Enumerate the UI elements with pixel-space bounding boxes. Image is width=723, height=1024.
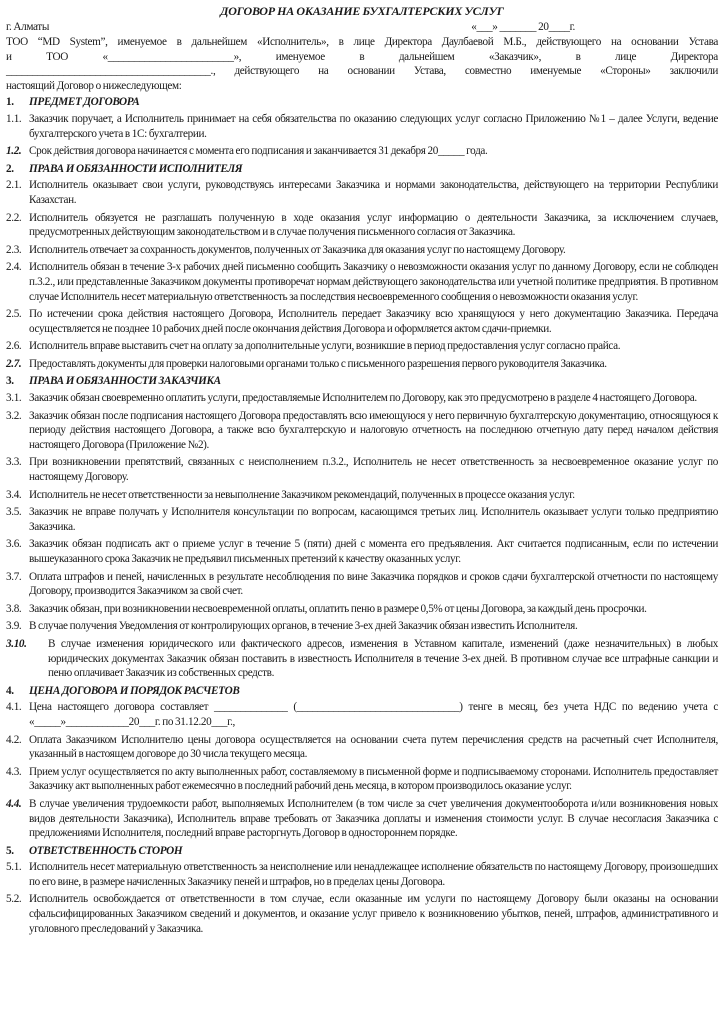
clause-text: Цена настоящего договора составляет ______________ (_______________________________) тенге в месяц, без учета НДС по ведению учета с «_____»____________20___г. по 31.12.20___г., <box>29 701 718 728</box>
intro-word: ТОО <box>46 50 68 63</box>
intro-word: «Заказчик», <box>488 50 542 63</box>
clause-number: 4.4. <box>6 797 22 810</box>
clause-number: 3.9. <box>6 620 22 633</box>
section-heading <box>6 844 718 859</box>
clause-text: Исполнитель оказывает свои услуги, руководствуясь интересами Заказчика и нормами законодательства, действующего на территории Республики Казахстан. <box>29 179 718 206</box>
section-title: ЦЕНА ДОГОВОРА И ПОРЯДОК РАСЧЕТОВ <box>29 684 240 697</box>
clause-item <box>6 488 718 503</box>
clause-text: В случае изменения юридического или фактического адресов, изменения в Уставном капитале, изменений (даже незначительных) в любых юридических документах Заказчик обязан поставить в известность Исполнителя в течение 3-ех дней. В противном случае все штрафные санкции и пеню оплачивает Заказчик из собственных средств. <box>48 637 718 680</box>
clause-item <box>6 765 718 794</box>
clause-item <box>6 637 718 681</box>
clause-number: 3.5. <box>6 506 22 519</box>
clause-item <box>6 537 718 566</box>
intro-paragraph <box>6 35 718 93</box>
clause-text: При возникновении препятствий, связанных с неисполнением п.3.2., Исполнитель не несет ответственность за несвоевременное оказание услуг по настоящему Договору. <box>29 456 718 484</box>
clause-item <box>6 455 718 484</box>
intro-line-1: ТОО “MD System”, именуемое в дальнейшем «Исполнитель», в лице Директора Даулбаевой М.Б., действующего на основании Устава <box>6 36 718 48</box>
clause-number: 3.1. <box>6 392 22 405</box>
clause-text: Исполнитель освобождается от ответственности в том случае, если оказанные им услуги по настоящему Договору были оказаны на основании сфальсифицированных Заказчиком сведений и документов, и оказание услуг привело к возникновению убытков, пеней, штрафов, административного и уголовного преследований у Заказчика. <box>29 893 718 935</box>
clause-number: 2.5. <box>6 308 22 321</box>
section-number: 4. <box>6 684 14 697</box>
city: г. Алматы <box>6 21 50 33</box>
clause-number: 2.4. <box>6 261 22 274</box>
section-title: ПРАВА И ОБЯЗАННОСТИ ЗАКАЗЧИКА <box>29 375 221 388</box>
clause-item <box>6 391 718 406</box>
clause-text: Заказчик поручает, а Исполнитель принимает на себя обязательства по оказанию следующих услуг согласно Приложению №1 – далее Услуги, ведение бухгалтерского учета в 1С: бухгалтерии. <box>29 112 718 140</box>
clause-number: 2.6. <box>6 340 22 353</box>
clause-item <box>6 260 718 304</box>
clause-item <box>6 339 718 354</box>
clause-number: 5.2. <box>6 893 22 906</box>
clause-number: 2.1. <box>6 179 22 192</box>
clause-number: 4.2. <box>6 733 22 746</box>
intro-word: дальнейшем <box>398 50 455 63</box>
clause-number: 3.10. <box>6 637 27 650</box>
clause-item <box>6 733 718 762</box>
clause-text: Срок действия договора начинается с момента его подписания и заканчивается 31 декабря 20_____ года. <box>29 145 488 158</box>
clause-number: 3.2. <box>6 409 22 422</box>
intro-word: «________________________», <box>102 50 242 63</box>
intro-word: именуемое <box>275 50 325 63</box>
clause-number: 2.2. <box>6 211 22 224</box>
clause-number: 1.1. <box>6 112 22 125</box>
clause-item <box>6 357 718 372</box>
clause-number: 3.4. <box>6 488 22 501</box>
clause-text: Исполнитель несет материальную ответственность за неисполнение или ненадлежащее исполнение обязательств по настоящему Договору, произошедших по его вине, в размере начисленных Заказчику пеней и штрафов, но в пределах цены Договора. <box>29 861 718 888</box>
clause-text: По истечении срока действия настоящего Договора, Исполнитель передает Заказчику всю хранящуюся у него документацию Заказчика. Передача осуществляется не позднее 10 рабочих дней после окончания действия Договора и оформляется актом сдачи-приемки. <box>29 308 718 335</box>
document-title: ДОГОВОР НА ОКАЗАНИЕ БУХГАЛТЕРСКИХ УСЛУГ <box>220 4 504 18</box>
clause-text: Прием услуг осуществляется по акту выполненных работ, составляемому в письменной форме и подписываемому сторонами. Исполнитель предоставляет Заказчику акт выполненных работ ежемесячно в последний рабочий день месяца, в котором производилось оказание услуг. <box>29 765 718 793</box>
section-heading <box>6 162 718 177</box>
section-number: 2. <box>6 162 14 175</box>
clause-item <box>6 178 718 207</box>
intro-line-2 <box>6 50 718 65</box>
clause-number: 4.1. <box>6 701 22 714</box>
section-number: 1. <box>6 96 14 109</box>
clause-text: Оплата Заказчиком Исполнителю цены договора осуществляется на основании счета путем перечисления средств на расчетный счет Исполнителя, указанный в настоящем договоре до 30 числа текущего месяца. <box>29 733 718 761</box>
section-heading <box>6 684 718 699</box>
clause-text: Исполнитель отвечает за сохранность документов, полученных от Заказчика для оказания услуг по настоящему Договору. <box>29 243 566 256</box>
clause-text: Заказчик не вправе получать у Исполнителя консультации по вопросам, касающимся третьих лиц. Исполнитель оказывает услуги только предприятию Заказчика. <box>29 506 718 533</box>
clause-item <box>6 112 718 141</box>
clause-text: Заказчик обязан после подписания настоящего Договора предоставлять всю имеющуюся у него первичную бухгалтерскую документацию, относящуюся к периоду действия настоящего Договора, а также всю бухгалтерскую и налоговую отчетность на последнюю отчетную дату перед началом действия настоящего Договора (Приложение №2). <box>29 409 718 451</box>
clause-text: Исполнитель вправе выставить счет на оплату за дополнительные услуги, возникшие в период предоставления услуг согласно прайса. <box>29 340 621 353</box>
section-heading <box>6 95 718 110</box>
section-heading <box>6 374 718 389</box>
clause-item <box>6 619 718 634</box>
section-title: ПРАВА И ОБЯЗАННОСТИ ИСПОЛНИТЕЛЯ <box>29 162 243 175</box>
clause-number: 3.7. <box>6 570 22 583</box>
clause-item <box>6 602 718 617</box>
section-title: ОТВЕТСТВЕННОСТЬ СТОРОН <box>29 844 183 857</box>
clause-item <box>6 409 718 453</box>
clause-text: Исполнитель обязан в течение 3-х рабочих дней письменно сообщить Заказчику о невозможности оказания услуг по данному Договору, если не соблюден п.3.2., или представленные Заказчиком документы противоречат нормам действующего законодательства или учетной политике предприятия. В противном случае Исполнитель несет материальную ответственность за последствия несвоевременного сообщения о невозможности оказания услуг. <box>29 261 718 303</box>
clause-item <box>6 892 718 936</box>
clause-item <box>6 505 718 534</box>
intro-line-4: настоящий Договор о нижеследующем: <box>6 79 182 92</box>
clause-text: Заказчик обязан, при возникновении несвоевременной оплаты, оплатить пеню в размере 0,5% от цены Договора, за каждый день просрочки. <box>29 602 647 615</box>
clause-number: 1.2. <box>6 145 22 158</box>
clause-text: В случае получения Уведомления от контролирующих органов, в течение 3-ех дней Заказчик обязан известить Исполнителя. <box>29 620 578 633</box>
clause-text: Заказчик обязан своевременно оплатить услуги, предоставляемые Исполнителем по Договору, как это предусмотрено в разделе 4 настоящего Договора. <box>29 392 697 405</box>
clause-item <box>6 211 718 240</box>
clause-number: 4.3. <box>6 765 22 778</box>
clause-item <box>6 243 718 258</box>
intro-word: в <box>359 50 365 63</box>
section-number: 5. <box>6 844 14 857</box>
clause-text: Исполнитель не несет ответственности за невыполнение Заказчиком рекомендаций, полученных в процессе оказания услуг. <box>29 488 575 501</box>
intro-word: в <box>575 50 581 63</box>
sections-container <box>6 95 718 936</box>
clause-item <box>6 307 718 336</box>
clause-number: 5.1. <box>6 861 22 874</box>
clause-item <box>6 144 718 159</box>
section-title: ПРЕДМЕТ ДОГОВОРА <box>29 96 140 109</box>
city-date-row <box>6 20 718 35</box>
clause-number: 2.3. <box>6 243 22 256</box>
clause-text: В случае увеличения трудоемкости работ, выполняемых Исполнителем (в том числе за счет увеличения документооборота и/или возникновения новых видов деятельности Заказчика), Исполнитель вправе требовать от Заказчика доплаты и изменения стоимости услуг. В случае несогласия Заказчика с предложениями Исполнителя, последний вправе расторгнуть Договор в одностороннем порядке. <box>29 797 718 840</box>
clause-text: Исполнитель обязуется не разглашать полученную в ходе оказания услуг информацию о деятельности Заказчика, за исключением случаев, предусмотренных действующим законодательством и в случае получения письменного согласия от Заказчика. <box>29 211 718 239</box>
clause-item <box>6 797 718 841</box>
intro-line-3: _______________________________________., действующего на основании Устава, совместно именуемые «Стороны» заключили <box>6 65 718 78</box>
clause-text: Предоставлять документы для проверки налоговыми органами только с письменного разрешения первого руководителя Заказчика. <box>29 357 607 370</box>
clause-number: 3.6. <box>6 538 22 551</box>
section-number: 3. <box>6 375 14 388</box>
clause-number: 3.8. <box>6 602 22 615</box>
clause-text: Оплата штрафов и пеней, начисленных в результате несоблюдения по вине Заказчика порядков и сроков сдачи бухгалтерской отчетности по настоящему Договору, производится Заказчиком за свой счет. <box>29 570 718 598</box>
clause-item <box>6 860 718 889</box>
intro-word: и <box>6 50 12 63</box>
intro-word: Директора <box>670 50 718 63</box>
clause-item <box>6 700 718 729</box>
contract-date: «___» _______ 20____г. <box>471 21 575 33</box>
clause-number: 2.7. <box>6 357 22 370</box>
clause-number: 3.3. <box>6 456 22 469</box>
clause-item <box>6 570 718 599</box>
intro-word: лице <box>615 50 637 63</box>
clause-text: Заказчик обязан подписать акт о приеме услуг в течение 5 (пяти) дней с момента его предъявления. Акт считается подписанным, если по истечении вышеуказанного срока Заказчик не предъявил письменных претензий к качеству оказанных услуг. <box>29 538 718 565</box>
